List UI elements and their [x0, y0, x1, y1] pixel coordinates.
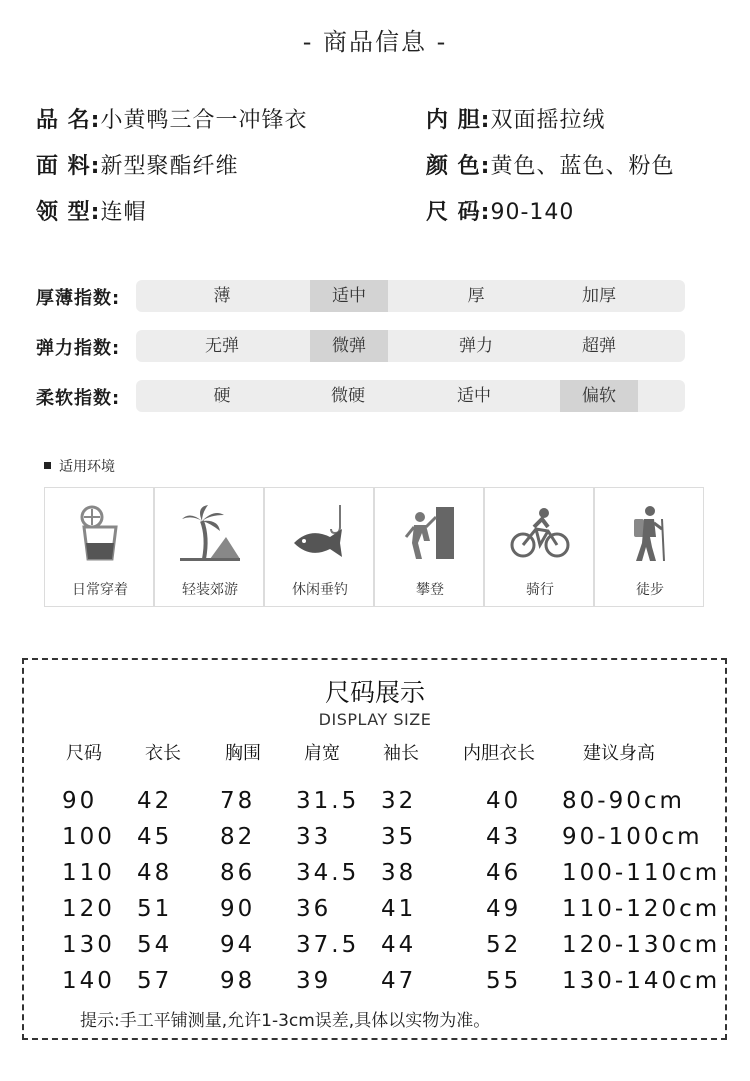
palm-tree-icon	[180, 503, 240, 563]
table-cell: 43	[486, 824, 522, 850]
info-color-value: 黄色、蓝色、粉色	[490, 154, 675, 179]
table-cell: 90	[62, 788, 98, 814]
meter-option: 适中	[457, 386, 491, 406]
info-collar-key: 领 型:	[36, 200, 101, 225]
meter-softness	[136, 380, 685, 412]
meter-option: 超弹	[582, 336, 616, 356]
hiking-icon	[620, 503, 680, 563]
table-cell: 40	[486, 788, 522, 814]
table-cell: 46	[486, 860, 522, 886]
env-item-outing	[154, 487, 264, 607]
table-cell: 33	[296, 824, 332, 850]
info-name-value: 小黄鸭三合一冲锋衣	[100, 108, 308, 133]
table-cell: 37.5	[296, 932, 360, 958]
environment-title-text: 适用环境	[59, 459, 115, 475]
meter-option: 微硬	[331, 386, 365, 406]
climbing-icon	[400, 503, 460, 563]
table-cell: 140	[62, 968, 115, 994]
info-name	[36, 103, 307, 134]
table-cell: 57	[137, 968, 173, 994]
env-label: 徒步	[636, 582, 664, 598]
column-header-shoulder: 肩宽	[304, 743, 340, 764]
meter-option: 加厚	[582, 286, 616, 306]
table-cell: 42	[137, 788, 173, 814]
table-cell: 54	[137, 932, 173, 958]
drink-icon	[70, 503, 130, 563]
table-cell: 100-110cm	[562, 860, 721, 886]
table-cell: 48	[137, 860, 173, 886]
info-color-key: 颜 色:	[426, 154, 491, 179]
size-chart-subtitle: DISPLAY SIZE	[318, 710, 432, 729]
column-header-chest: 胸围	[225, 743, 261, 764]
cycling-icon	[510, 503, 570, 563]
table-cell: 78	[220, 788, 256, 814]
size-chart-title: 尺码展示	[324, 678, 425, 707]
env-label: 轻装郊游	[182, 582, 238, 598]
env-label: 日常穿着	[72, 582, 128, 598]
info-collar	[36, 195, 146, 226]
table-cell: 130	[62, 932, 115, 958]
table-cell: 41	[381, 896, 417, 922]
table-cell: 51	[137, 896, 173, 922]
info-size	[426, 195, 574, 226]
env-item-hiking	[594, 487, 704, 607]
info-fabric-value: 新型聚酯纤维	[100, 154, 239, 179]
table-cell: 31.5	[296, 788, 360, 814]
meter-label-softness: 柔软指数:	[36, 388, 121, 409]
table-cell: 98	[220, 968, 256, 994]
column-header-size: 尺码	[66, 743, 102, 764]
table-cell: 110	[62, 860, 115, 886]
meter-option: 薄	[213, 286, 231, 306]
info-fabric-key: 面 料:	[36, 154, 101, 179]
table-cell: 34.5	[296, 860, 360, 886]
environment-title	[44, 456, 115, 476]
info-lining-value: 双面摇拉绒	[490, 108, 606, 133]
table-cell: 47	[381, 968, 417, 994]
table-cell: 52	[486, 932, 522, 958]
env-item-daily	[44, 487, 154, 607]
table-cell: 36	[296, 896, 332, 922]
info-fabric	[36, 149, 238, 180]
column-header-length: 衣长	[145, 743, 181, 764]
meter-option-selected: 偏软	[560, 380, 638, 412]
info-color	[426, 149, 674, 180]
table-cell: 49	[486, 896, 522, 922]
table-cell: 110-120cm	[562, 896, 721, 922]
env-label: 休闲垂钓	[292, 582, 348, 598]
fish-icon	[290, 503, 350, 563]
table-cell: 38	[381, 860, 417, 886]
table-cell: 120	[62, 896, 115, 922]
table-cell: 90-100cm	[562, 824, 703, 850]
info-name-key: 品 名:	[36, 108, 101, 133]
env-item-climbing	[374, 487, 484, 607]
env-item-fishing	[264, 487, 374, 607]
table-cell: 90	[220, 896, 256, 922]
table-cell: 45	[137, 824, 173, 850]
meter-option: 厚	[467, 286, 485, 306]
meter-elasticity	[136, 330, 685, 362]
table-cell: 80-90cm	[562, 788, 685, 814]
table-cell: 32	[381, 788, 417, 814]
info-size-value: 90-140	[490, 200, 575, 225]
info-lining	[426, 103, 605, 134]
table-cell: 100	[62, 824, 115, 850]
table-cell: 130-140cm	[562, 968, 721, 994]
section-title: - 商品信息 -	[302, 28, 448, 56]
table-cell: 86	[220, 860, 256, 886]
meter-option: 无弹	[205, 336, 239, 356]
info-size-key: 尺 码:	[426, 200, 491, 225]
meter-option: 硬	[213, 386, 231, 406]
bullet-square-icon	[44, 462, 51, 469]
table-cell: 44	[381, 932, 417, 958]
table-cell: 82	[220, 824, 256, 850]
info-lining-key: 内 胆:	[426, 108, 491, 133]
column-header-sleeve: 袖长	[383, 743, 419, 764]
meter-option-selected: 微弹	[310, 330, 388, 362]
column-header-height: 建议身高	[583, 743, 655, 764]
table-cell: 94	[220, 932, 256, 958]
env-label: 攀登	[416, 582, 444, 598]
env-item-cycling	[484, 487, 594, 607]
column-header-lining-length: 内胆衣长	[463, 743, 535, 764]
meter-label-elasticity: 弹力指数:	[36, 338, 121, 359]
meter-option-selected: 适中	[310, 280, 388, 312]
meter-thickness	[136, 280, 685, 312]
measurement-note: 提示:手工平铺测量,允许1-3cm误差,具体以实物为准。	[80, 1011, 491, 1031]
meter-option: 弹力	[459, 336, 493, 356]
table-cell: 120-130cm	[562, 932, 721, 958]
table-cell: 39	[296, 968, 332, 994]
table-cell: 55	[486, 968, 522, 994]
meter-label-thickness: 厚薄指数:	[36, 288, 121, 309]
env-label: 骑行	[526, 582, 554, 598]
table-cell: 35	[381, 824, 417, 850]
info-collar-value: 连帽	[100, 200, 147, 225]
